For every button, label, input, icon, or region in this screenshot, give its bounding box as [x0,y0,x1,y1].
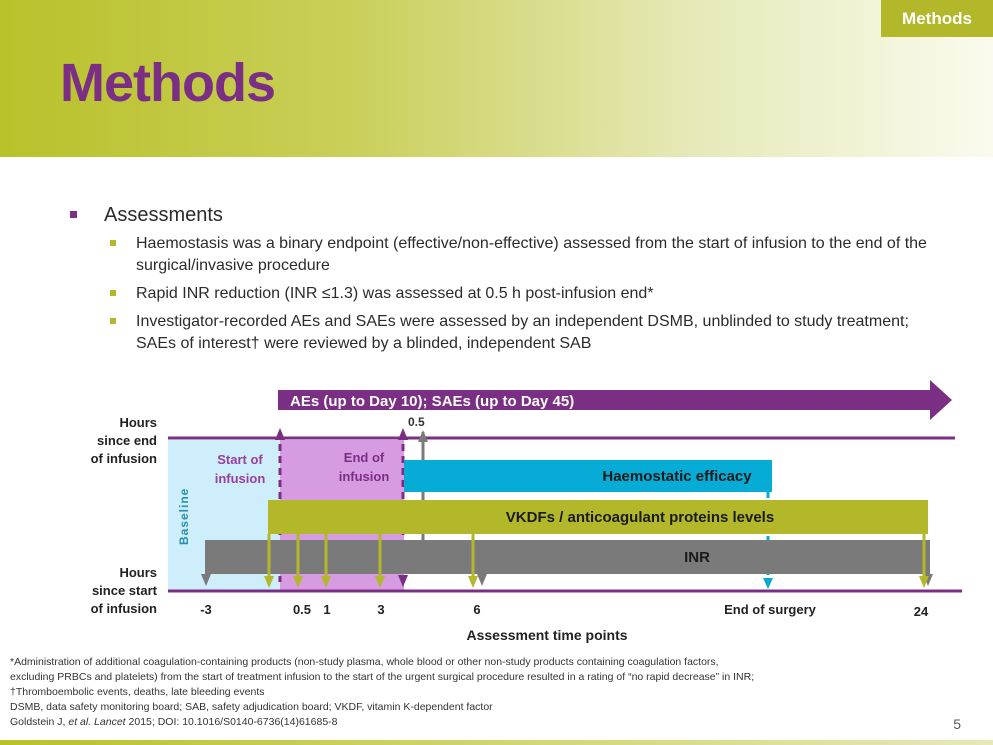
citation-journal: Lancet [91,716,126,728]
timepoint-label: 0.5 [292,602,312,617]
haemostatic-efficacy-label: Haemostatic efficacy [602,468,752,485]
inr-label: INR [684,549,710,566]
hours-start-label-line1: Hours [119,565,157,580]
axis-title: Assessment time points [466,627,628,643]
bottom-bar [0,740,993,745]
end-infusion-tick-label: 0.5 [408,415,425,429]
up-arrow-icon [398,428,408,440]
timepoint-label: -3 [200,602,212,617]
start-infusion-label-line2: infusion [214,471,266,486]
up-arrow-icon [275,428,285,440]
bullet-sub-1-text: Haemostasis was a binary endpoint (effective/non-effective) assessed from the start of infusion to the end of the surgical/invasive procedure [136,235,927,274]
page-number: 5 [953,716,961,732]
citation-rest: 2015; DOI: 10.1016/S0140-6736(14)61685-8 [125,716,338,728]
header-banner [0,0,993,157]
hours-end-label-line1: Hours [119,415,157,430]
hours-start-label-line2: since start [91,583,157,598]
timepoint-label: 3 [377,602,385,617]
hours-end-label-line2: since end [97,433,157,448]
footnotes [10,655,970,730]
bullet-sub-2-text: Rapid INR reduction (INR ≤1.3) was assessed at 0.5 h post-infusion end* [136,285,654,302]
hours-start-label-line3: of infusion [90,601,157,616]
vkdf-label: VKDFs / anticoagulant proteins levels [505,509,775,526]
down-arrow-icon [477,574,487,586]
section-tab: Methods [881,0,993,37]
timepoint-label: 1 [323,602,331,617]
down-arrow-icon [763,578,773,589]
footnote-line: †Thromboembolic events, deaths, late bleeding events [10,686,265,698]
inr-bar [205,540,930,574]
bullet-marker-square-icon [110,240,116,246]
end-infusion-label-line2: infusion [338,469,390,484]
timepoint-label: 6 [473,602,481,617]
bullet-marker-square-icon [110,318,116,324]
baseline-label: Baseline [177,487,191,545]
bullet-sub-3-text: Investigator-recorded AEs and SAEs were assessed by an independent DSMB, unblinded to study treatment; SAEs of interest† were reviewed by a blinded, independent SAB [136,313,909,352]
page-title: Methods [60,53,275,113]
bullet-marker-square-icon [110,290,116,296]
bullet-sub-1 [70,233,950,277]
timepoint-label: End of surgery [724,602,816,617]
bullet-list [70,204,950,361]
bullet-sub-2 [70,283,950,305]
up-arrow-icon [418,430,428,442]
down-arrow-icon [468,576,478,588]
bullet-main-text: Assessments [104,204,223,226]
assessment-timeline-diagram [0,370,993,650]
footnote-line: *Administration of additional coagulation-containing products (non-study plasma, whole blood or other non-study products containing coagulation factors, [10,656,719,668]
bullet-marker-square-icon [70,211,77,218]
footnote-line: excluding PRBCs and platelets) from the start of treatment infusion to the start of the urgent surgical procedure resulted in a rating of “no rapid decrease” in INR; [10,671,755,683]
start-infusion-label-line1: Start of [217,452,263,467]
citation-etal: et al. [68,716,92,728]
citation [10,715,970,730]
timepoint-label: 24 [913,604,929,619]
bullet-sub-3 [70,311,950,355]
ae-arrow-label: AEs (up to Day 10); SAEs (up to Day 45) [290,393,575,410]
citation-authors: Goldstein J, [10,716,69,728]
bullet-main [70,204,950,227]
end-infusion-label-line1: End of [343,450,385,465]
footnote-line: DSMB, data safety monitoring board; SAB, safety adjudication board; VKDF, vitamin K-dependent factor [10,701,493,713]
hours-end-label-line3: of infusion [90,451,157,466]
